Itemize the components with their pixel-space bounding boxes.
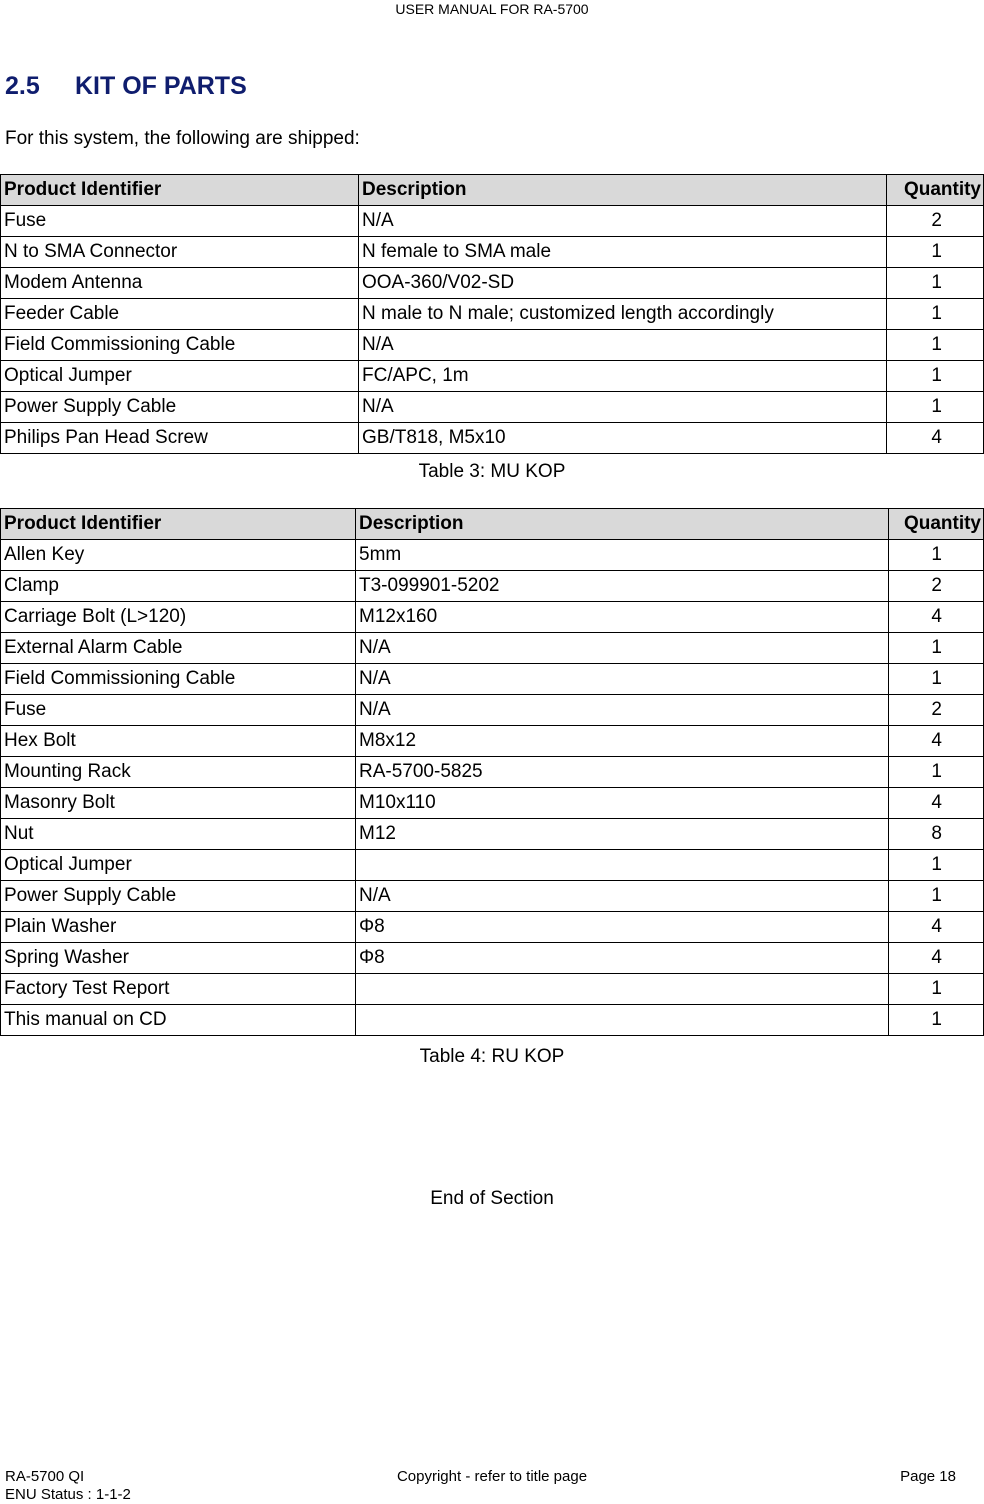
table-row bbox=[1, 943, 984, 974]
cell-quantity: 2 bbox=[889, 695, 984, 726]
cell-quantity: 1 bbox=[889, 540, 984, 571]
cell-quantity: 1 bbox=[887, 392, 984, 423]
footer-doc-id: RA-5700 QI bbox=[5, 1468, 85, 1485]
column-header-quantity: Quantity bbox=[889, 509, 984, 540]
table-row bbox=[1, 330, 984, 361]
table-row bbox=[1, 540, 984, 571]
table-header-row bbox=[1, 175, 984, 206]
table-row bbox=[1, 695, 984, 726]
column-header-product: Product Identifier bbox=[1, 175, 359, 206]
cell-description: N/A bbox=[356, 633, 889, 664]
cell-description: GB/T818, M5x10 bbox=[359, 423, 887, 454]
table-row bbox=[1, 602, 984, 633]
cell-quantity: 4 bbox=[889, 788, 984, 819]
cell-product: Modem Antenna bbox=[1, 268, 359, 299]
ru-table-caption: Table 4: RU KOP bbox=[419, 1046, 565, 1067]
cell-product: External Alarm Cable bbox=[1, 633, 356, 664]
cell-quantity: 8 bbox=[889, 819, 984, 850]
intro-text: For this system, the following are shipped: bbox=[5, 128, 360, 149]
table-row bbox=[1, 912, 984, 943]
table-row bbox=[1, 974, 984, 1005]
cell-product: Field Commissioning Cable bbox=[1, 330, 359, 361]
cell-description: FC/APC, 1m bbox=[359, 361, 887, 392]
cell-description: OOA-360/V02-SD bbox=[359, 268, 887, 299]
cell-product: Clamp bbox=[1, 571, 356, 602]
cell-quantity: 1 bbox=[889, 757, 984, 788]
cell-quantity: 1 bbox=[889, 850, 984, 881]
ru-kop-table bbox=[0, 508, 984, 1036]
table-row bbox=[1, 881, 984, 912]
table-row bbox=[1, 1005, 984, 1036]
table-row bbox=[1, 726, 984, 757]
cell-product: Feeder Cable bbox=[1, 299, 359, 330]
cell-description: N male to N male; customized length accordingly bbox=[359, 299, 887, 330]
ru-table-body bbox=[1, 540, 984, 1036]
footer-page-number: Page 18 bbox=[900, 1468, 956, 1485]
cell-quantity: 1 bbox=[887, 237, 984, 268]
cell-description: M12 bbox=[356, 819, 889, 850]
column-header-quantity: Quantity bbox=[887, 175, 984, 206]
cell-description: N female to SMA male bbox=[359, 237, 887, 268]
table-row bbox=[1, 664, 984, 695]
cell-product: Spring Washer bbox=[1, 943, 356, 974]
cell-description: M8x12 bbox=[356, 726, 889, 757]
cell-quantity: 1 bbox=[887, 299, 984, 330]
table-row bbox=[1, 299, 984, 330]
mu-table-caption: Table 3: MU KOP bbox=[418, 461, 566, 482]
table-row bbox=[1, 423, 984, 454]
cell-quantity: 2 bbox=[887, 206, 984, 237]
cell-product: N to SMA Connector bbox=[1, 237, 359, 268]
column-header-description: Description bbox=[356, 509, 889, 540]
column-header-product: Product Identifier bbox=[1, 509, 356, 540]
cell-product: Factory Test Report bbox=[1, 974, 356, 1005]
mu-kop-table bbox=[0, 174, 984, 454]
cell-quantity: 1 bbox=[887, 330, 984, 361]
cell-description: M10x110 bbox=[356, 788, 889, 819]
table-row bbox=[1, 361, 984, 392]
cell-quantity: 1 bbox=[887, 268, 984, 299]
cell-quantity: 1 bbox=[889, 633, 984, 664]
cell-product: Power Supply Cable bbox=[1, 392, 359, 423]
cell-product: Carriage Bolt (L>120) bbox=[1, 602, 356, 633]
cell-product: Plain Washer bbox=[1, 912, 356, 943]
table-row bbox=[1, 206, 984, 237]
cell-quantity: 1 bbox=[889, 1005, 984, 1036]
cell-description: N/A bbox=[356, 695, 889, 726]
cell-product: Power Supply Cable bbox=[1, 881, 356, 912]
table-header-row bbox=[1, 509, 984, 540]
cell-description: N/A bbox=[359, 206, 887, 237]
cell-description: Φ8 bbox=[356, 912, 889, 943]
cell-product: Nut bbox=[1, 819, 356, 850]
cell-quantity: 1 bbox=[889, 881, 984, 912]
table-row bbox=[1, 757, 984, 788]
cell-quantity: 4 bbox=[889, 602, 984, 633]
table-row bbox=[1, 850, 984, 881]
cell-product: Allen Key bbox=[1, 540, 356, 571]
cell-description: N/A bbox=[359, 392, 887, 423]
table-row bbox=[1, 268, 984, 299]
cell-description: N/A bbox=[356, 664, 889, 695]
cell-product: Mounting Rack bbox=[1, 757, 356, 788]
cell-product: Optical Jumper bbox=[1, 361, 359, 392]
cell-product: Field Commissioning Cable bbox=[1, 664, 356, 695]
section-number: 2.5 bbox=[5, 72, 40, 100]
cell-quantity: 2 bbox=[889, 571, 984, 602]
footer-status: ENU Status : 1-1-2 bbox=[5, 1486, 131, 1503]
cell-description: 5mm bbox=[356, 540, 889, 571]
cell-description: M12x160 bbox=[356, 602, 889, 633]
section-heading bbox=[5, 70, 247, 102]
section-title: KIT OF PARTS bbox=[75, 72, 247, 100]
mu-table-body bbox=[1, 206, 984, 454]
table-row bbox=[1, 237, 984, 268]
table-row bbox=[1, 819, 984, 850]
cell-product: Philips Pan Head Screw bbox=[1, 423, 359, 454]
cell-product: This manual on CD bbox=[1, 1005, 356, 1036]
table-row bbox=[1, 788, 984, 819]
cell-description bbox=[356, 974, 889, 1005]
cell-quantity: 1 bbox=[887, 361, 984, 392]
footer-copyright: Copyright - refer to title page bbox=[396, 1468, 588, 1485]
cell-quantity: 1 bbox=[889, 974, 984, 1005]
cell-quantity: 4 bbox=[889, 726, 984, 757]
table-row bbox=[1, 392, 984, 423]
page-header: USER MANUAL FOR RA-5700 bbox=[395, 1, 589, 17]
cell-quantity: 4 bbox=[887, 423, 984, 454]
cell-description: N/A bbox=[356, 881, 889, 912]
column-header-description: Description bbox=[359, 175, 887, 206]
cell-product: Optical Jumper bbox=[1, 850, 356, 881]
table-row bbox=[1, 571, 984, 602]
cell-product: Hex Bolt bbox=[1, 726, 356, 757]
table-row bbox=[1, 633, 984, 664]
cell-description: N/A bbox=[359, 330, 887, 361]
cell-description bbox=[356, 850, 889, 881]
cell-description: T3-099901-5202 bbox=[356, 571, 889, 602]
cell-product: Masonry Bolt bbox=[1, 788, 356, 819]
end-of-section-text: End of Section bbox=[430, 1188, 554, 1209]
cell-product: Fuse bbox=[1, 695, 356, 726]
cell-description bbox=[356, 1005, 889, 1036]
cell-description: RA-5700-5825 bbox=[356, 757, 889, 788]
cell-quantity: 4 bbox=[889, 912, 984, 943]
cell-product: Fuse bbox=[1, 206, 359, 237]
cell-quantity: 1 bbox=[889, 664, 984, 695]
cell-description: Φ8 bbox=[356, 943, 889, 974]
cell-quantity: 4 bbox=[889, 943, 984, 974]
